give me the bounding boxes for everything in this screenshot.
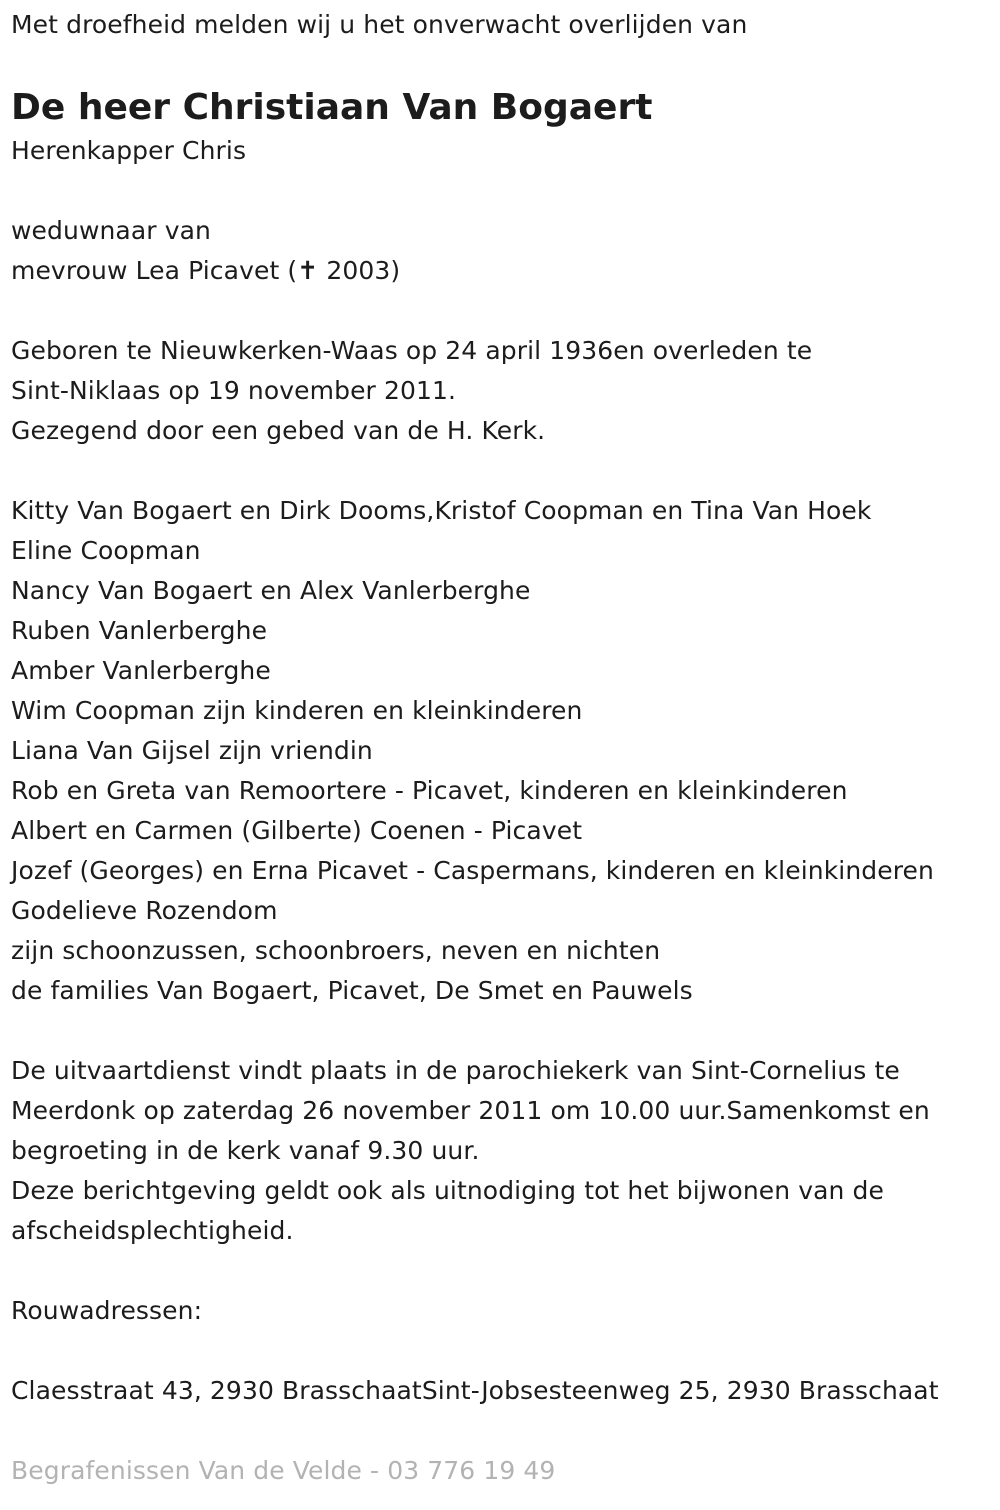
- text-line: begroeting in de kerk vanaf 9.30 uur.: [11, 1136, 480, 1165]
- deceased-name: De heer Christiaan Van Bogaert: [11, 87, 653, 128]
- family-member: Nancy Van Bogaert en Alex Vanlerberghe: [11, 576, 531, 605]
- family-member: Amber Vanlerberghe: [11, 656, 271, 685]
- deceased-nickname: Herenkapper Chris: [11, 136, 247, 165]
- spacer: [11, 1251, 996, 1291]
- text-line: Meerdonk op zaterdag 26 november 2011 om 10.00 uur.Samenkomst en: [11, 1096, 930, 1125]
- family-member: zijn schoonzussen, schoonbroers, neven en nichten: [11, 936, 661, 965]
- text-line: Sint-Niklaas op 19 november 2011.: [11, 376, 457, 405]
- family-list: [11, 491, 996, 1011]
- widower-label: weduwnaar van: [11, 216, 211, 245]
- service-info: [11, 1051, 996, 1251]
- text-line: Gezegend door een gebed van de H. Kerk.: [11, 416, 546, 445]
- family-member: Kitty Van Bogaert en Dirk Dooms,Kristof Coopman en Tina Van Hoek: [11, 496, 872, 525]
- family-member: Ruben Vanlerberghe: [11, 616, 268, 645]
- addresses: Claesstraat 43, 2930 BrasschaatSint-Jobsesteenweg 25, 2930 Brasschaat: [11, 1376, 939, 1405]
- text-line: afscheidsplechtigheid.: [11, 1216, 294, 1245]
- death-notice: [11, 0, 996, 1491]
- family-member: Jozef (Georges) en Erna Picavet - Caspermans, kinderen en kleinkinderen: [11, 856, 934, 885]
- spacer: [11, 1011, 996, 1051]
- text-line: Geboren te Nieuwkerken-Waas op 24 april 1936en overleden te: [11, 336, 813, 365]
- family-member: Eline Coopman: [11, 536, 201, 565]
- text-line: Deze berichtgeving geldt ook als uitnodiging tot het bijwonen van de: [11, 1176, 884, 1205]
- intro-text: Met droefheid melden wij u het onverwacht overlijden van: [11, 10, 748, 39]
- funeral-home-footer: Begrafenissen Van de Velde - 03 776 19 49: [11, 1456, 556, 1485]
- family-member: Rob en Greta van Remoortere - Picavet, kinderen en kleinkinderen: [11, 776, 848, 805]
- spacer: [11, 291, 996, 331]
- family-member: Wim Coopman zijn kinderen en kleinkinderen: [11, 696, 583, 725]
- spacer: [11, 1411, 996, 1451]
- birth-death-block: [11, 331, 996, 451]
- spacer: [11, 1331, 996, 1371]
- spacer: [11, 171, 996, 211]
- family-member: de families Van Bogaert, Picavet, De Smet en Pauwels: [11, 976, 693, 1005]
- text-line: De uitvaartdienst vindt plaats in de parochiekerk van Sint-Cornelius te: [11, 1056, 900, 1085]
- spouse-name: mevrouw Lea Picavet (✝ 2003): [11, 256, 401, 285]
- spacer: [11, 451, 996, 491]
- family-member: Liana Van Gijsel zijn vriendin: [11, 736, 373, 765]
- family-member: Godelieve Rozendom: [11, 896, 278, 925]
- family-member: Albert en Carmen (Gilberte) Coenen - Picavet: [11, 816, 583, 845]
- addresses-label: Rouwadressen:: [11, 1296, 203, 1325]
